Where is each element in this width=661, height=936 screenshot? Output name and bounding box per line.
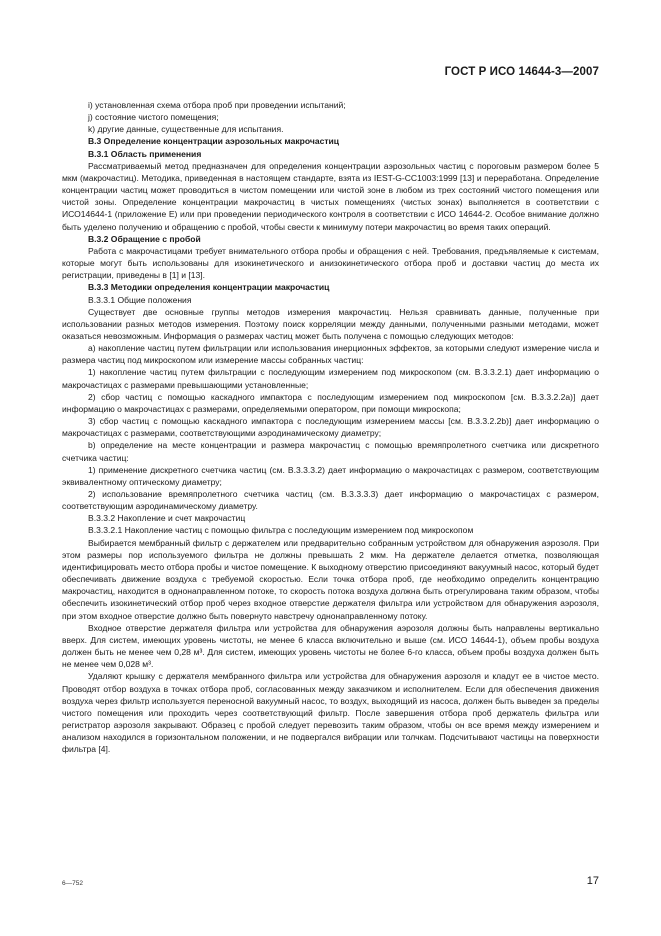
paragraph: В.3.3.1 Общие положения <box>88 294 192 305</box>
paragraph: Существует две основные группы методов измерения макрочастиц. Нельзя сравнивать данные, полученные при использовании разных методов измерения. Поэтому поиск корреляции между данными, полученными разными методами, может оказаться невозможным. Информация о размерах частиц может быть получена с помощью следующих методов: <box>62 306 599 341</box>
footer-code: 6—752 <box>62 880 83 887</box>
paragraph: Входное отверстие держателя фильтра или устройства для обнаружения аэрозоля должны быть направлены вертикально вверх. Для систем, имеющих уровень чистоты, не менее 6 класса включительно и выше (см. ИСО 14644-1), объем пробы воздуха должен быть не менее чем 0,28 м³. Для систем, имеющих уровень чистоты не более 6-го класса, объем пробы воздуха должен быть не менее чем 0,028 м³. <box>62 622 599 670</box>
document-header: ГОСТ Р ИСО 14644-3—2007 <box>444 66 599 78</box>
paragraph: а) накопление частиц путем фильтрации или использования инерционных эффектов, за которыми следуют измерение числа и размера частиц под микроскопом или измерение массы собранных частиц: <box>62 343 599 366</box>
paragraph: 3) сбор частиц с помощью каскадного импактора с последующим измерением массы [см. В.3.3.2.2b)] дает информацию о макрочастицах с размерами, соответствующими аэродинамическому диаметру; <box>62 416 599 439</box>
paragraph: k) другие данные, существенные для испытания. <box>88 124 284 135</box>
paragraph: В.3.3.2 Накопление и счет макрочастиц <box>88 513 246 524</box>
paragraph: Выбирается мембранный фильтр с держателем или предварительно собранным устройством для обнаружения аэрозоля. При этом размеры пор используемого фильтра не должны превышать 2 мкм. На держателе делается отметка, позволяющая идентифицировать место отбора пробы и чистое помещение. К выходному отверстию присоединяют вакуумный насос, который будет обеспечивать движение воздуха с требуемой скоростью. Если точка отбора проб, где необходимо определить концентрацию макрочастиц, находится в однонаправленном потоке, то скорость потока воздуха должна быть отрегулирована таким образом, чтобы обеспечить изокинетический отбор проб через входное отверстие держателя фильтра или устройством для обнаружения аэрозоля, при этом входное отверстие должно быть повернуто навстречу однонаправленному потоку. <box>62 537 599 621</box>
paragraph: 2) сбор частиц с помощью каскадного импактора с последующим измерением под микроскопом [см. В.3.3.2.2a)] дает информацию о макрочастицах с размерами, определяемыми оператором, при помощи микроскопа; <box>62 391 599 414</box>
paragraph: 2) использование времяпролетного счетчика частиц (см. В.3.3.3.3) дает информацию о макрочастицах с размером, соответствующим аэродинамическому диаметру. <box>62 489 599 512</box>
paragraph: i) установленная схема отбора проб при проведении испытаний; <box>88 100 346 110</box>
paragraph: Удаляют крышку с держателя мембранного фильтра или устройства для обнаружения аэрозоля и кладут ее в чистое место. Проводят отбор воздуха в точках отбора проб, согласованных между заказчиком и исполнителем. Если для обеспечения движения воздуха через фильтр используется переносной вакуумный насос, то воздух, выходящий из насоса, должен быть выведен за пределы чистого помещения или проходить через соответствующий фильтр. После завершения отбора проб держатель фильтра или регистратор аэрозоля закрывают. Образец с пробой следует перевозить таким образом, чтобы он все время между измерением и анализом находился в горизонтальном положении, и не подвергался вибрации или толчкам. Подсчитывают частицы на поверхности фильтра [4]. <box>62 671 599 755</box>
paragraph: 1) накопление частиц путем фильтрации с последующим измерением под микроскопом (см. В.3.3.2.1) дает информацию о макрочастицах с размерами превышающими установленные; <box>62 367 599 390</box>
page-number: 17 <box>586 875 599 887</box>
paragraph: j) состояние чистого помещения; <box>88 112 219 123</box>
paragraph: b) определение на месте концентрации и размера макрочастиц с помощью времяпролетного счетчика или дискретного счетчика частиц: <box>62 440 599 463</box>
section-heading: В.3.3 Методики определения концентрации макрочастиц <box>88 282 330 293</box>
paragraph: 1) применение дискретного счетчика частиц (см. В.3.3.3.2) дает информацию о макрочастицах с размером, соответствующим эквивалентному оптическому диаметру; <box>62 464 599 487</box>
paragraph: Работа с макрочастицами требует внимательного отбора пробы и обращения с ней. Требования, предъявляемые к системам, которые могут быть использованы для изокинетического и анизокинетического отбора проб и доставки частиц до места их регистрации, приведены в [1] и [13]. <box>62 245 599 281</box>
paragraph: В.3.3.2.1 Накопление частиц с помощью фильтра с последующим измерением под микроскопом <box>88 525 474 536</box>
document-body <box>62 99 599 755</box>
section-heading: В.3.2 Обращение с пробой <box>88 233 201 244</box>
section-heading: В.3 Определение концентрации аэрозольных макрочастиц <box>88 136 340 147</box>
paragraph: Рассматриваемый метод предназначен для определения концентрации аэрозольных частиц с пороговым размером более 5 мкм (макрочастиц). Методика, приведенная в настоящем стандарте, взята из IEST-G-CC1003:1999 [13] и переработана. Определение концентрации частиц может проводиться в чистом помещении или чистой зоне в любом из трех состояний чистого помещения или чистой зоны. Определение концентрации макрочастиц в чистых помещениях (чистых зонах) выполняется в соответствии с ИСО14644-1 (приложение Е) или при проведении периодического контроля в соответствии с ИСО 14644-2. Особое внимание должно быть уделено получению и обращению с пробой, чтобы свести к минимуму потери макрочастиц во время таких операций. <box>62 160 599 232</box>
section-heading: В.3.1 Область применения <box>88 148 202 159</box>
